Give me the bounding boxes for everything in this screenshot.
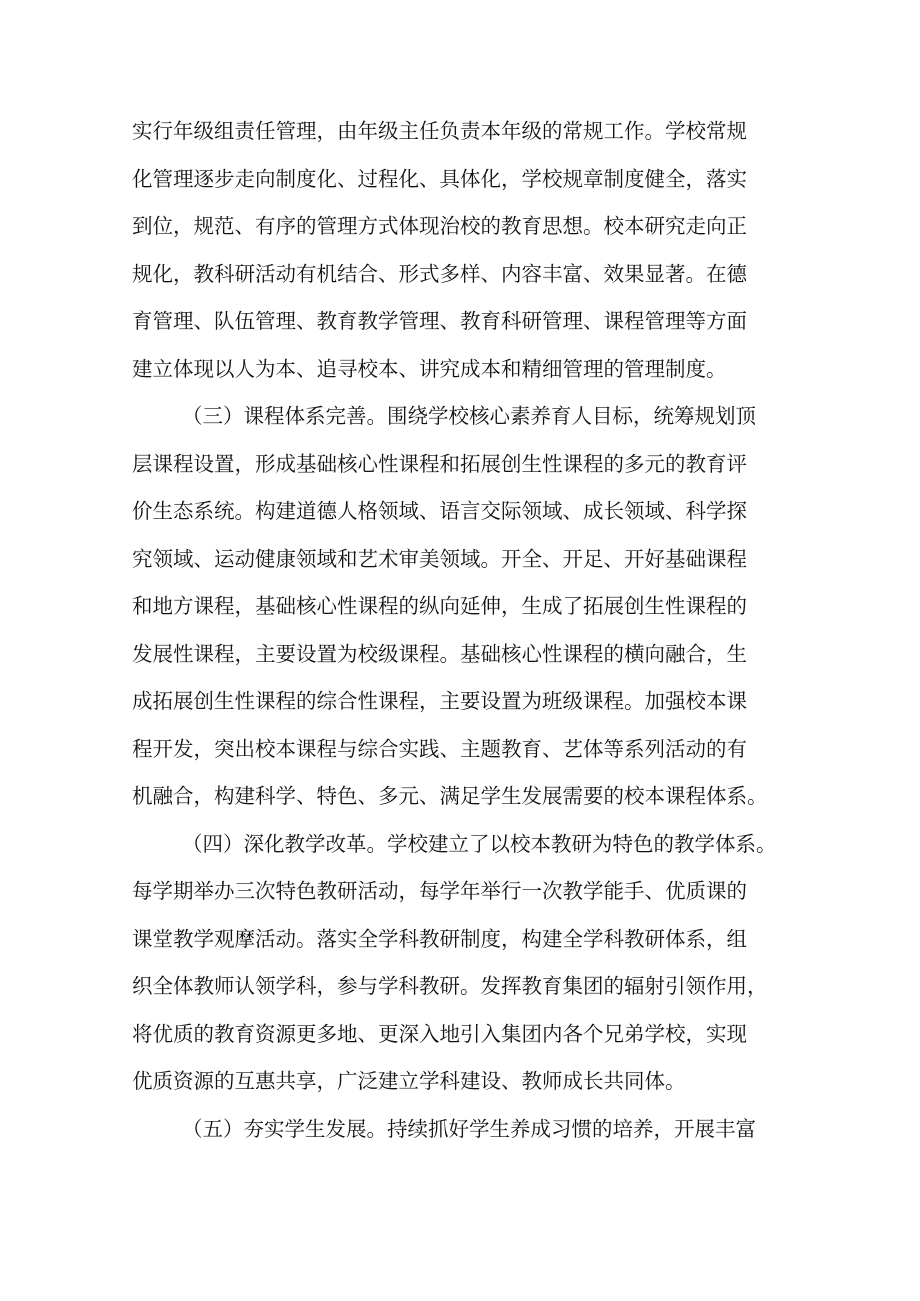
text-line: 究领域、运动健康领域和艺术审美领域。开全、开足、开好基础课程	[132, 546, 747, 571]
text-line: 规化，教科研活动有机结合、形式多样、内容丰富、效果显著。在德	[132, 261, 747, 286]
text-line: 价生态系统。构建道德人格领域、语言交际领域、成长领域、科学探	[132, 499, 747, 523]
text-line: 成拓展创生性课程的综合性课程，主要设置为班级课程。加强校本课	[132, 689, 747, 713]
text-line: 每学期举办三次特色教研活动，每学年举行一次教学能手、优质课的	[132, 879, 747, 903]
text-line: 优质资源的互惠共享，广泛建立学科建设、教师成长共同体。	[132, 1069, 686, 1093]
text-line: 将优质的教育资源更多地、更深入地引入集团内各个兄弟学校，实现	[132, 1021, 747, 1046]
text-line: 建立体现以人为本、追寻校本、讲究成本和精细管理的管理制度。	[132, 356, 727, 381]
text-line: 实行年级组责任管理，由年级主任负责本年级的常规工作。学校常规	[132, 119, 747, 143]
text-line: 和地方课程，基础核心性课程的纵向延伸，生成了拓展创生性课程的	[132, 594, 747, 618]
text-line: 到位，规范、有序的管理方式体现治校的教育思想。校本研究走向正	[132, 214, 747, 238]
section-heading-line: （四）深化教学改革。学校建立了以校本教研为特色的教学体系。	[182, 831, 777, 856]
text-line: 课堂教学观摩活动。落实全学科教研制度，构建全学科教研体系，组	[132, 926, 747, 951]
text-line: 育管理、队伍管理、教育教学管理、教育科研管理、课程管理等方面	[132, 309, 747, 333]
text-line: 层课程设置，形成基础核心性课程和拓展创生性课程的多元的教育评	[132, 451, 747, 476]
text-line: 机融合，构建科学、特色、多元、满足学生发展需要的校本课程体系。	[132, 784, 768, 808]
section-heading-line: （五）夯实学生发展。持续抓好学生养成习惯的培养，开展丰富	[182, 1116, 756, 1141]
body-text	[132, 111, 812, 1156]
text-line: 化管理逐步走向制度化、过程化、具体化，学校规章制度健全，落实	[132, 166, 747, 191]
section-heading-line: （三）课程体系完善。围绕学校核心素养育人目标，统筹规划顶	[182, 404, 756, 428]
text-line: 织全体教师认领学科，参与学科教研。发挥教育集团的辐射引领作用，	[132, 974, 768, 998]
text-line: 程开发，突出校本课程与综合实践、主题教育、艺体等系列活动的有	[132, 736, 747, 761]
text-line: 发展性课程，主要设置为校级课程。基础核心性课程的横向融合，生	[132, 641, 747, 666]
